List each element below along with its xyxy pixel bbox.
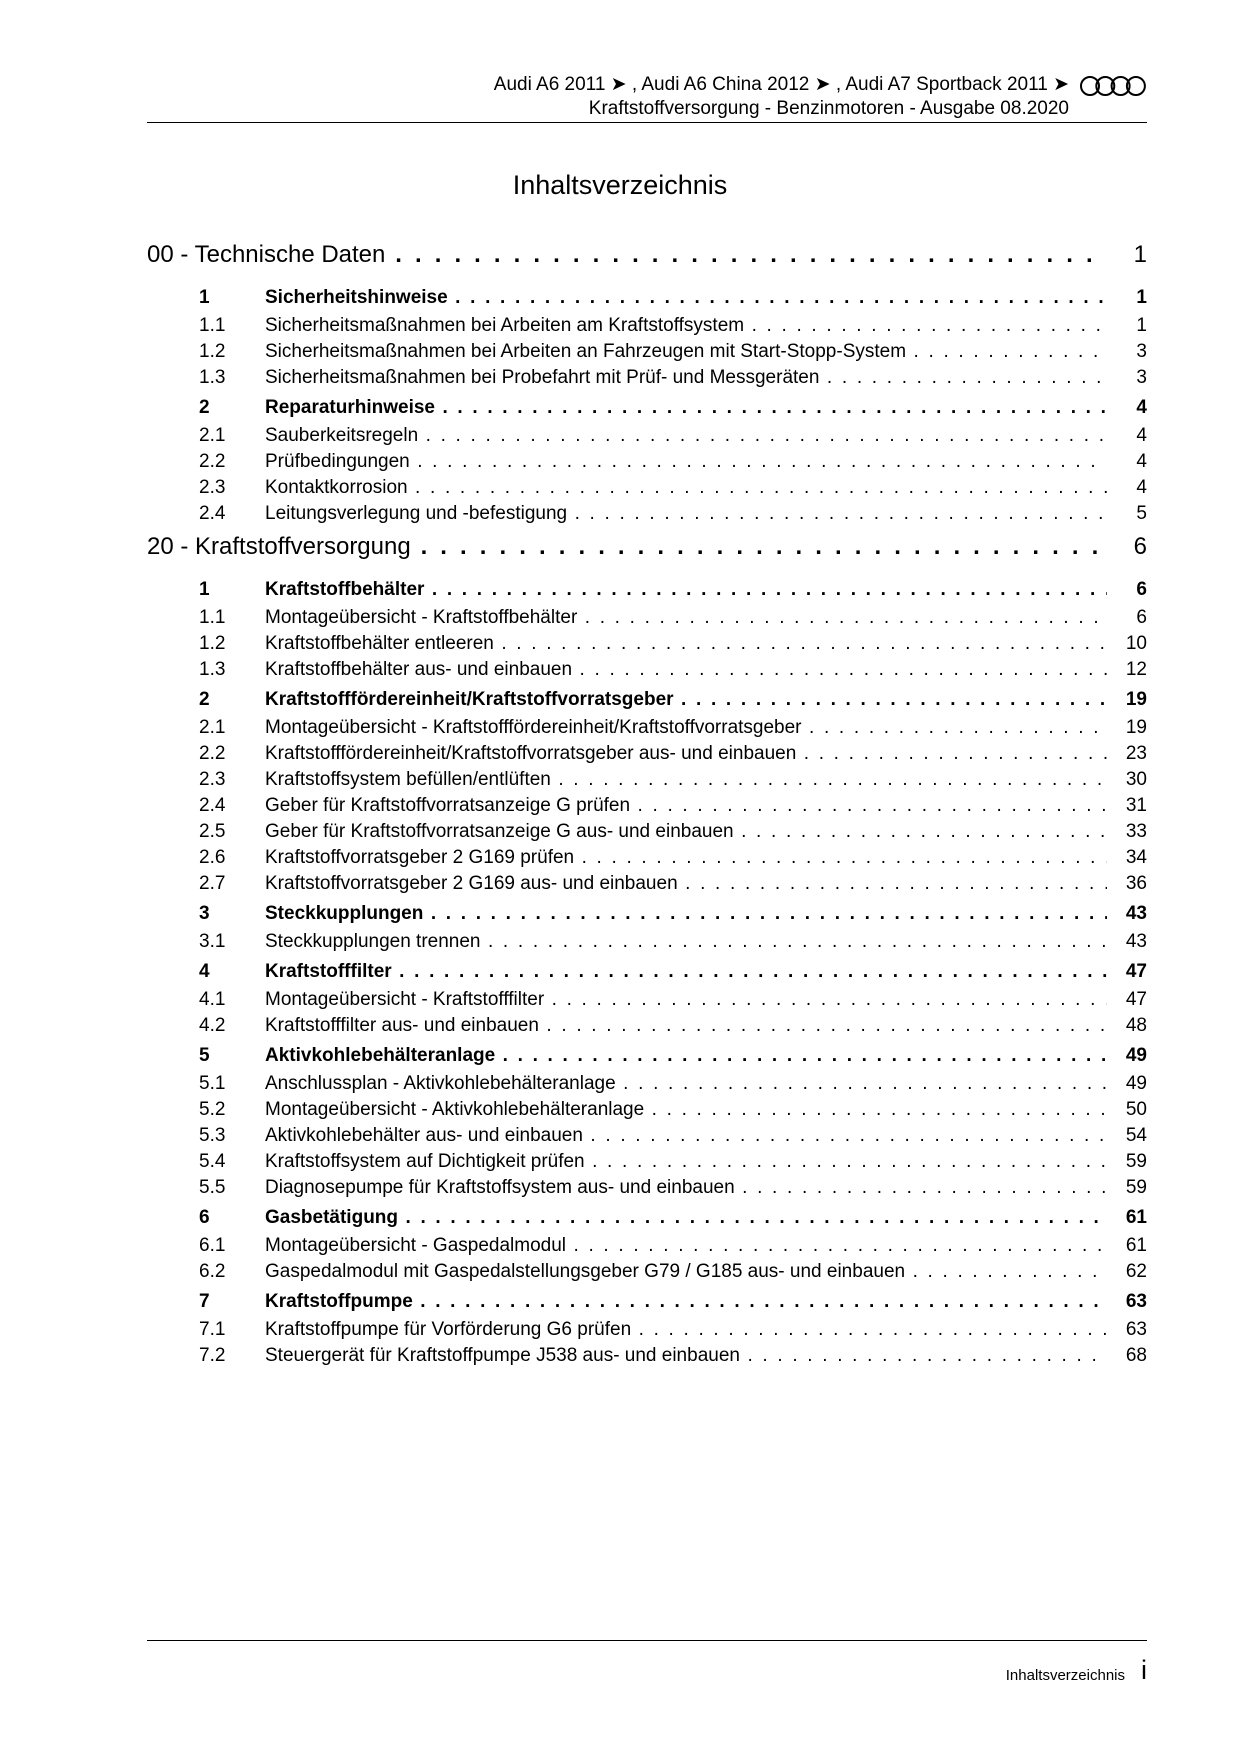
toc-entry-number: 6 — [199, 1207, 210, 1228]
toc-entry-number: 2.2 — [199, 451, 226, 472]
toc-entry-number: 1 — [199, 287, 210, 308]
toc-subsection-entry[interactable] — [147, 501, 1147, 527]
toc-entry-page: 49 — [1125, 1073, 1147, 1094]
toc-chapter-entry[interactable] — [147, 241, 1147, 281]
toc-entry-label: Gasbetätigung . . . — [265, 1207, 1107, 1229]
toc-section-entry[interactable] — [147, 285, 1147, 313]
toc-entry-number: 6.1 — [199, 1235, 226, 1256]
toc-entry-page: 63 — [1125, 1319, 1147, 1340]
toc-subsection-entry[interactable] — [147, 741, 1147, 767]
audi-rings-icon — [1079, 75, 1147, 97]
toc-chapter-entry[interactable] — [147, 533, 1147, 573]
toc-entry-page: 43 — [1125, 903, 1147, 924]
toc-entry-label: Kontaktkorrosion . . . — [265, 477, 1107, 499]
toc-entry-label: Kraftstoffsystem befüllen/entlüften . . . — [265, 769, 1107, 791]
toc-entry-page: 50 — [1125, 1099, 1147, 1120]
toc-entry-number: 2.4 — [199, 503, 226, 524]
page-title: Inhaltsverzeichnis — [512, 170, 728, 200]
toc-entry-page: 61 — [1125, 1235, 1147, 1256]
toc-entry-number: 5.4 — [199, 1151, 226, 1172]
toc-entry-label: Steuergerät für Kraftstoffpumpe J538 aus- und einbauen . . . — [265, 1345, 1107, 1367]
toc-entry-page: 61 — [1125, 1207, 1147, 1228]
toc-entry-label: Kraftstofffördereinheit/Kraftstoffvorratsgeber aus- und einbauen . . . — [265, 743, 1107, 765]
toc-entry-number: 1 — [199, 579, 210, 600]
toc-entry-page: 47 — [1125, 989, 1147, 1010]
toc-entry-number: 5.3 — [199, 1125, 226, 1146]
toc-subsection-entry[interactable] — [147, 871, 1147, 897]
toc-entry-page: 30 — [1125, 769, 1147, 790]
toc-subsection-entry[interactable] — [147, 819, 1147, 845]
toc-subsection-entry[interactable] — [147, 339, 1147, 365]
toc-entry-number: 4.2 — [199, 1015, 226, 1036]
toc-subsection-entry[interactable] — [147, 449, 1147, 475]
toc-entry-page: 49 — [1125, 1045, 1147, 1066]
toc-entry-page: 1 — [1136, 315, 1147, 336]
toc-entry-number: 1.2 — [199, 341, 226, 362]
toc-entry-number: 1.1 — [199, 315, 226, 336]
toc-subsection-entry[interactable] — [147, 1317, 1147, 1343]
toc-entry-number: 1.3 — [199, 367, 226, 388]
toc-entry-label: Kraftstoffvorratsgeber 2 G169 aus- und einbauen . . . — [265, 873, 1107, 895]
toc-entry-page: 19 — [1125, 717, 1147, 738]
toc-entry-label: Steckkupplungen . . . — [265, 903, 1107, 925]
toc-entry-page: 3 — [1136, 367, 1147, 388]
toc-entry-label: Kraftstoffpumpe . . . — [265, 1291, 1107, 1313]
toc-entry-number: 1.3 — [199, 659, 226, 680]
toc-entry-label: Kraftstoffsystem auf Dichtigkeit prüfen . . . — [265, 1151, 1107, 1173]
toc-entry-label: Montageübersicht - Kraftstoffbehälter . . . — [265, 607, 1107, 629]
toc-entry-page: 47 — [1125, 961, 1147, 982]
toc-subsection-entry[interactable] — [147, 715, 1147, 741]
toc-subsection-entry[interactable] — [147, 1097, 1147, 1123]
toc-subsection-entry[interactable] — [147, 1149, 1147, 1175]
toc-subsection-entry[interactable] — [147, 1013, 1147, 1039]
toc-entry-number: 5.5 — [199, 1177, 226, 1198]
toc-entry-page: 12 — [1125, 659, 1147, 680]
toc-entry-number: 2.6 — [199, 847, 226, 868]
toc-entry-number: 2.3 — [199, 477, 226, 498]
toc-entry-page: 6 — [1136, 579, 1147, 600]
toc-entry-label: Kraftstofffilter aus- und einbauen . . . — [265, 1015, 1107, 1037]
toc-entry-page: 68 — [1125, 1345, 1147, 1366]
toc-entry-label: Kraftstoffbehälter . . . — [265, 579, 1107, 601]
toc-subsection-entry[interactable] — [147, 1343, 1147, 1369]
toc-entry-label: Montageübersicht - Gaspedalmodul . . . — [265, 1235, 1107, 1257]
toc-entry-number: 7.1 — [199, 1319, 226, 1340]
toc-entry-number: 1.2 — [199, 633, 226, 654]
toc-entry-page: 36 — [1125, 873, 1147, 894]
toc-entry-label: Steckkupplungen trennen . . . — [265, 931, 1107, 953]
toc-entry-number: 7.2 — [199, 1345, 226, 1366]
toc-entry-label: Aktivkohlebehälteranlage . . . — [265, 1045, 1107, 1067]
toc-entry-page: 31 — [1125, 795, 1147, 816]
toc-entry-page: 63 — [1125, 1291, 1147, 1312]
toc-entry-label: Montageübersicht - Aktivkohlebehälteranlage . . . — [265, 1099, 1107, 1121]
toc-entry-label: Geber für Kraftstoffvorratsanzeige G aus- und einbauen . . . — [265, 821, 1107, 843]
toc-subsection-entry[interactable] — [147, 987, 1147, 1013]
toc-entry-number: 2.1 — [199, 425, 226, 446]
table-of-contents — [147, 241, 1147, 1369]
toc-entry-number: 1.1 — [199, 607, 226, 628]
toc-entry-label: 20 - Kraftstoffversorgung . . . — [147, 533, 1107, 561]
toc-section-entry[interactable] — [147, 959, 1147, 987]
toc-entry-label: Geber für Kraftstoffvorratsanzeige G prüfen . . . — [265, 795, 1107, 817]
toc-entry-page: 33 — [1125, 821, 1147, 842]
toc-entry-page: 10 — [1125, 633, 1147, 654]
toc-entry-label: Montageübersicht - Kraftstofffördereinheit/Kraftstoffvorratsgeber . . . — [265, 717, 1107, 739]
toc-subsection-entry[interactable] — [147, 1259, 1147, 1285]
toc-entry-page: 43 — [1125, 931, 1147, 952]
toc-entry-number: 2.7 — [199, 873, 226, 894]
toc-entry-number: 2 — [199, 397, 210, 418]
toc-subsection-entry[interactable] — [147, 313, 1147, 339]
toc-subsection-entry[interactable] — [147, 423, 1147, 449]
toc-entry-page: 6 — [1136, 607, 1147, 628]
toc-entry-number: 5.2 — [199, 1099, 226, 1120]
toc-subsection-entry[interactable] — [147, 1233, 1147, 1259]
toc-subsection-entry[interactable] — [147, 1123, 1147, 1149]
toc-entry-label: Kraftstofffördereinheit/Kraftstoffvorratsgeber . . . — [265, 689, 1107, 711]
toc-entry-label: Kraftstoffbehälter entleeren . . . — [265, 633, 1107, 655]
toc-entry-number: 3 — [199, 903, 210, 924]
toc-entry-page: 19 — [1125, 689, 1147, 710]
toc-entry-number: 4 — [199, 961, 210, 982]
toc-entry-page: 23 — [1125, 743, 1147, 764]
toc-subsection-entry[interactable] — [147, 793, 1147, 819]
toc-subsection-entry[interactable] — [147, 475, 1147, 501]
toc-subsection-entry[interactable] — [147, 657, 1147, 683]
page-footer — [147, 1640, 1147, 1701]
toc-entry-label: Diagnosepumpe für Kraftstoffsystem aus- und einbauen . . . — [265, 1177, 1107, 1199]
toc-subsection-entry[interactable] — [147, 767, 1147, 793]
toc-subsection-entry[interactable] — [147, 845, 1147, 871]
toc-entry-number: 5.1 — [199, 1073, 226, 1094]
toc-entry-label: Aktivkohlebehälter aus- und einbauen . . . — [265, 1125, 1107, 1147]
toc-entry-page: 54 — [1125, 1125, 1147, 1146]
toc-section-entry[interactable] — [147, 1289, 1147, 1317]
toc-entry-page: 59 — [1125, 1151, 1147, 1172]
toc-entry-label: Sicherheitshinweise . . . — [265, 287, 1107, 309]
toc-entry-number: 5 — [199, 1045, 210, 1066]
toc-entry-page: 4 — [1136, 451, 1147, 472]
toc-entry-page: 1 — [1133, 241, 1147, 268]
toc-entry-label: Sicherheitsmaßnahmen bei Arbeiten an Fahrzeugen mit Start-Stopp-System . . . — [265, 341, 1107, 363]
toc-section-entry[interactable] — [147, 1043, 1147, 1071]
toc-subsection-entry[interactable] — [147, 1175, 1147, 1201]
toc-entry-label: Sicherheitsmaßnahmen bei Probefahrt mit Prüf- und Messgeräten . . . — [265, 367, 1107, 389]
toc-entry-page: 4 — [1136, 397, 1147, 418]
toc-entry-number: 2.5 — [199, 821, 226, 842]
toc-entry-number: 2.4 — [199, 795, 226, 816]
toc-entry-page: 5 — [1136, 503, 1147, 524]
toc-subsection-entry[interactable] — [147, 1071, 1147, 1097]
toc-section-entry[interactable] — [147, 687, 1147, 715]
toc-entry-label: Sicherheitsmaßnahmen bei Arbeiten am Kraftstoffsystem . . . — [265, 315, 1107, 337]
toc-entry-label: Kraftstoffvorratsgeber 2 G169 prüfen . . . — [265, 847, 1107, 869]
toc-section-entry[interactable] — [147, 577, 1147, 605]
toc-entry-number: 2.3 — [199, 769, 226, 790]
toc-entry-page: 3 — [1136, 341, 1147, 362]
toc-entry-page: 59 — [1125, 1177, 1147, 1198]
toc-entry-label: Sauberkeitsregeln . . . — [265, 425, 1107, 447]
toc-entry-number: 2 — [199, 689, 210, 710]
toc-entry-number: 4.1 — [199, 989, 226, 1010]
toc-entry-number: 6.2 — [199, 1261, 226, 1282]
toc-section-entry[interactable] — [147, 901, 1147, 929]
toc-entry-label: Gaspedalmodul mit Gaspedalstellungsgeber G79 / G185 aus- und einbauen . . . — [265, 1261, 1107, 1283]
header-models: Audi A6 2011 ➤ , Audi A6 China 2012 ➤ , Audi A7 Sportback 2011 ➤ — [493, 74, 1069, 95]
toc-entry-label: Anschlussplan - Aktivkohlebehälteranlage . . . — [265, 1073, 1107, 1095]
footer-label: Inhaltsverzeichnis — [1005, 1667, 1125, 1684]
header-subtitle: Kraftstoffversorgung - Benzinmotoren - Ausgabe 08.2020 — [588, 98, 1069, 119]
footer-page-number: i — [1141, 1655, 1147, 1685]
toc-entry-page: 4 — [1136, 425, 1147, 446]
page-header — [147, 66, 1147, 123]
toc-entry-page: 6 — [1133, 533, 1147, 560]
toc-entry-label: Leitungsverlegung und -befestigung . . . — [265, 503, 1107, 525]
toc-entry-label: 00 - Technische Daten . . . — [147, 241, 1107, 269]
toc-entry-label: Prüfbedingungen . . . — [265, 451, 1107, 473]
toc-entry-label: Kraftstofffilter . . . — [265, 961, 1107, 983]
toc-entry-page: 48 — [1125, 1015, 1147, 1036]
toc-subsection-entry[interactable] — [147, 605, 1147, 631]
toc-subsection-entry[interactable] — [147, 631, 1147, 657]
toc-entry-page: 34 — [1125, 847, 1147, 868]
toc-entry-label: Montageübersicht - Kraftstofffilter . . . — [265, 989, 1107, 1011]
toc-section-entry[interactable] — [147, 1205, 1147, 1233]
toc-entry-label: Kraftstoffbehälter aus- und einbauen . . . — [265, 659, 1107, 681]
toc-subsection-entry[interactable] — [147, 929, 1147, 955]
toc-entry-page: 1 — [1136, 287, 1147, 308]
toc-entry-page: 4 — [1136, 477, 1147, 498]
toc-entry-number: 2.1 — [199, 717, 226, 738]
toc-subsection-entry[interactable] — [147, 365, 1147, 391]
toc-entry-number: 7 — [199, 1291, 210, 1312]
toc-entry-number: 2.2 — [199, 743, 226, 764]
toc-entry-label: Reparaturhinweise . . . — [265, 397, 1107, 419]
toc-section-entry[interactable] — [147, 395, 1147, 423]
toc-entry-number: 3.1 — [199, 931, 226, 952]
toc-entry-page: 62 — [1125, 1261, 1147, 1282]
toc-entry-label: Kraftstoffpumpe für Vorförderung G6 prüfen . . . — [265, 1319, 1107, 1341]
